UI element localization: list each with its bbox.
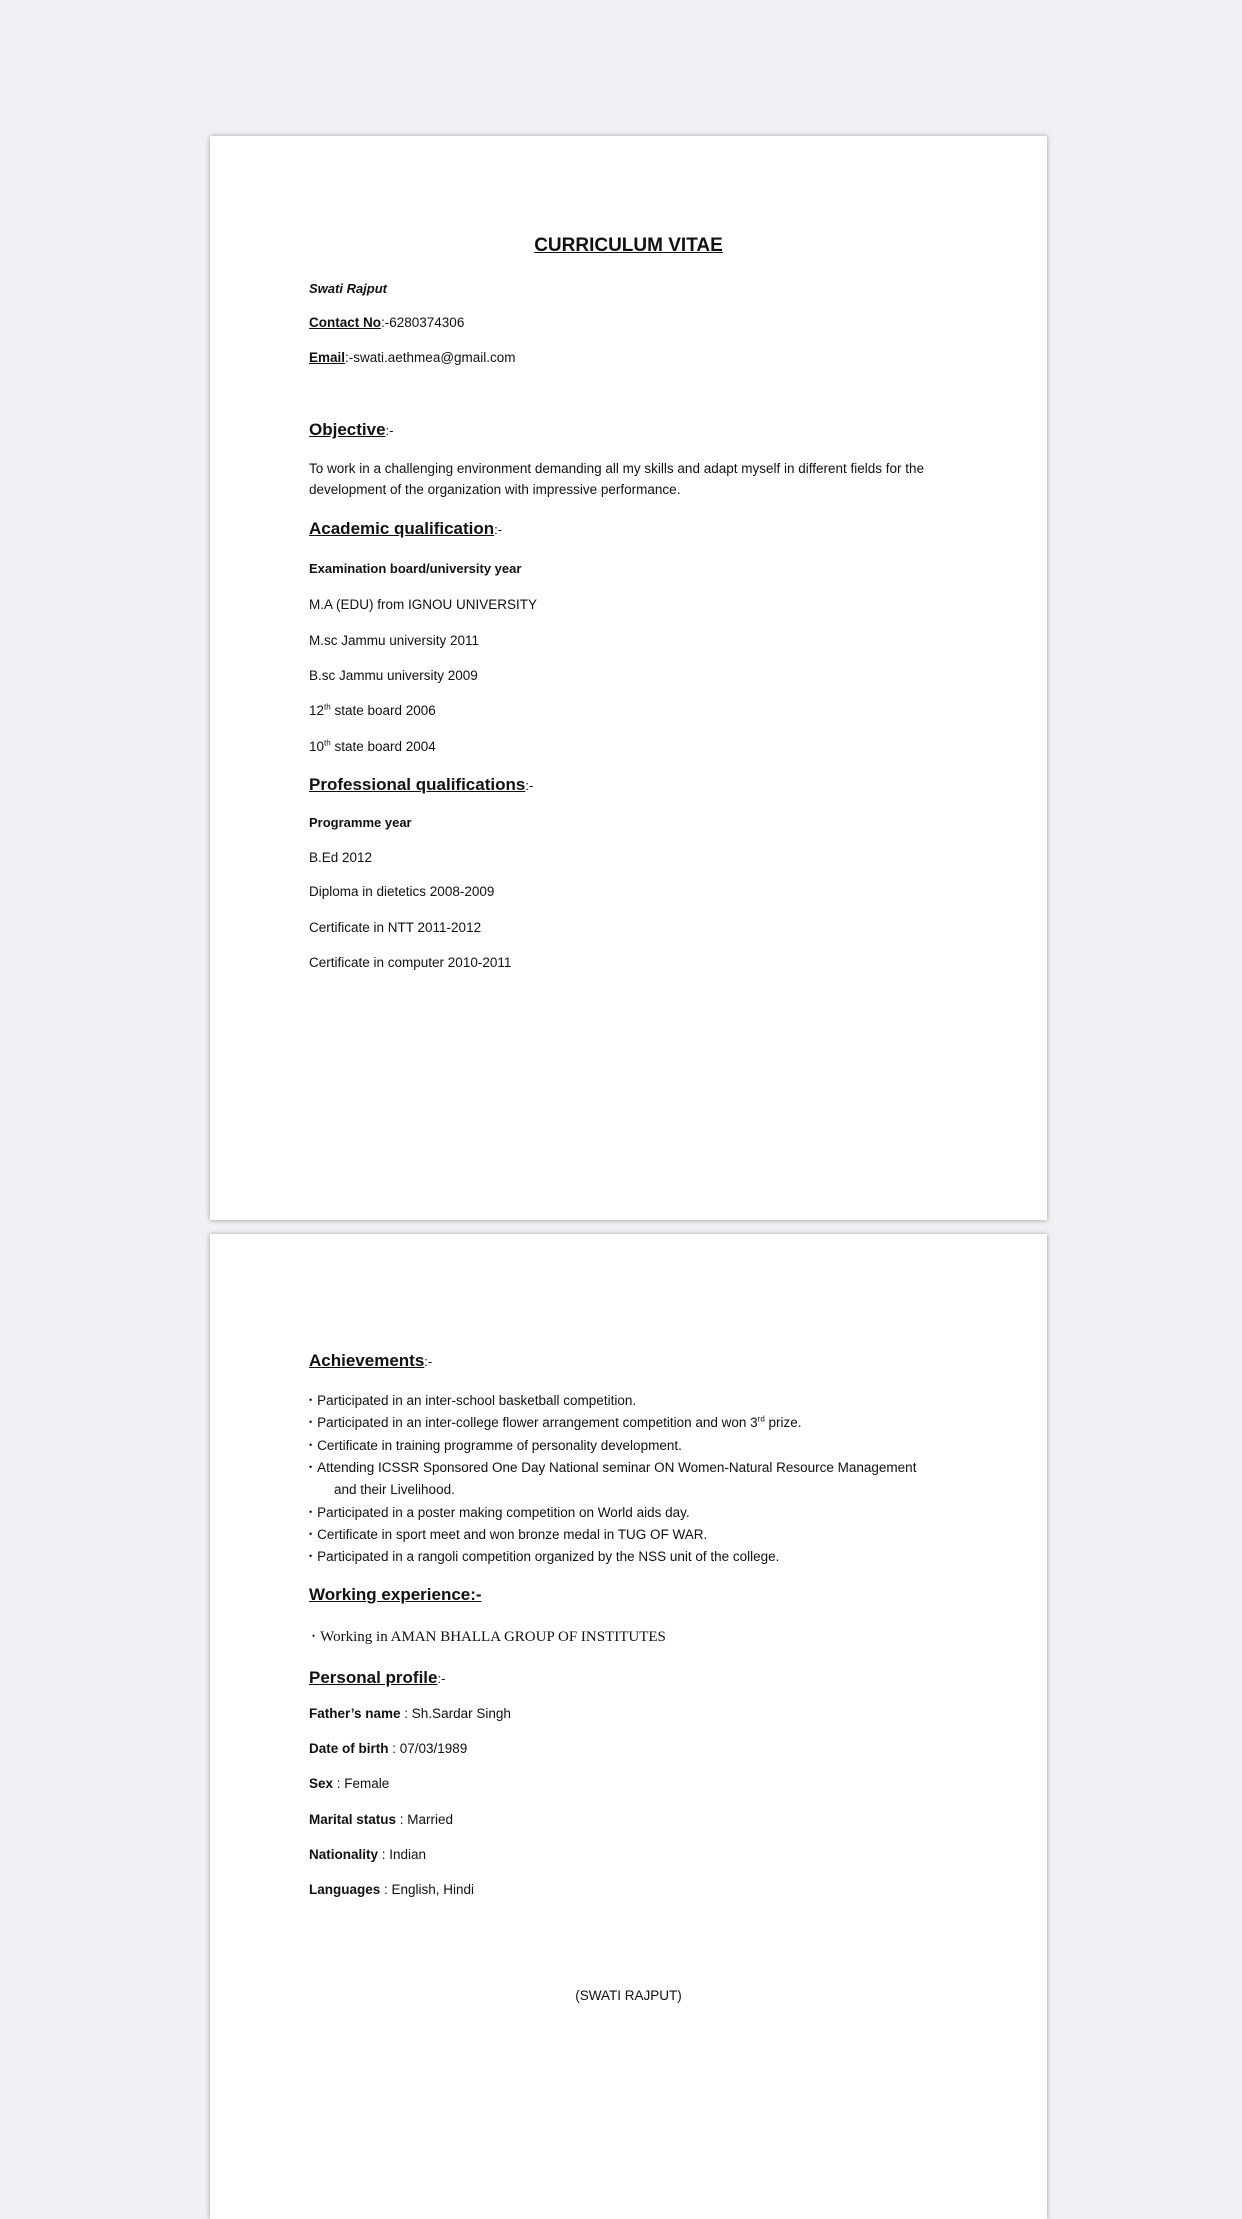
signature-name: (SWATI RAJPUT) [575,1988,682,2003]
achievement-item: • Participated in an inter-school basketball competition. [309,1393,636,1409]
achievement-item: • Certificate in sport meet and won bronze medal in TUG OF WAR. [309,1527,707,1543]
academic-item: M.sc Jammu university 2011 [309,633,480,648]
profile-row-dob: Date of birth : 07/03/1989 [309,1741,468,1756]
achievement-item: • Participated in a poster making competition on World aids day. [309,1505,690,1521]
profile-row-marital-status: Marital status : Married [309,1812,454,1827]
professional-column-header: Programme year [309,815,412,830]
professional-item: B.Ed 2012 [309,850,373,865]
personal-profile-heading: Personal profile:- [309,1668,446,1687]
academic-item: B.sc Jammu university 2009 [309,668,478,683]
work-experience-heading: Working experience:- [309,1585,482,1604]
achievement-item: • Certificate in training programme of personality development. [309,1438,682,1454]
email-value: :-swati.aethmea@gmail.com [345,350,516,365]
profile-row-father: Father’s name : Sh.Sardar Singh [309,1706,511,1721]
achievement-item: • Participated in an inter-college flower arrangement competition and won 3rd prize. [309,1415,802,1431]
document-page-2 [210,1234,1047,2219]
achievement-item: • Participated in a rangoli competition organized by the NSS unit of the college. [309,1549,779,1565]
document-page-1 [210,136,1047,1220]
profile-row-sex: Sex : Female [309,1776,390,1791]
document-title: CURRICULUM VITAE [534,235,723,256]
professional-heading: Professional qualifications:- [309,775,534,794]
academic-item: M.A (EDU) from IGNOU UNIVERSITY [309,597,538,612]
email-label: Email [309,350,346,365]
contact-label: Contact No [309,315,381,330]
achievement-item: • Attending ICSSR Sponsored One Day National seminar ON Women-Natural Resource Management [309,1460,916,1476]
objective-heading: Objective:- [309,420,394,439]
achievement-item-continuation: and their Livelihood. [334,1482,455,1497]
work-experience-item: • Working in AMAN BHALLA GROUP OF INSTITUTES [312,1628,666,1646]
objective-text: To work in a challenging environment demanding all my skills and adapt myself in different fields for the development of the organization with impressive performance. [309,461,925,497]
email-line [309,350,516,366]
professional-item: Certificate in computer 2010-2011 [309,955,512,970]
achievements-heading: Achievements:- [309,1351,433,1370]
academic-item-12th: 12th state board 2006 [309,702,436,718]
academic-item-10th: 10th state board 2004 [309,738,436,754]
profile-row-languages: Languages : English, Hindi [309,1882,475,1897]
candidate-name: Swati Rajput [309,281,388,296]
contact-line [309,315,464,331]
professional-item: Certificate in NTT 2011-2012 [309,920,482,935]
academic-heading: Academic qualification:- [309,519,503,538]
contact-value: :-6280374306 [381,315,465,330]
academic-column-header: Examination board/university year [309,561,522,576]
profile-row-nationality: Nationality : Indian [309,1847,427,1862]
professional-item: Diploma in dietetics 2008-2009 [309,884,495,899]
